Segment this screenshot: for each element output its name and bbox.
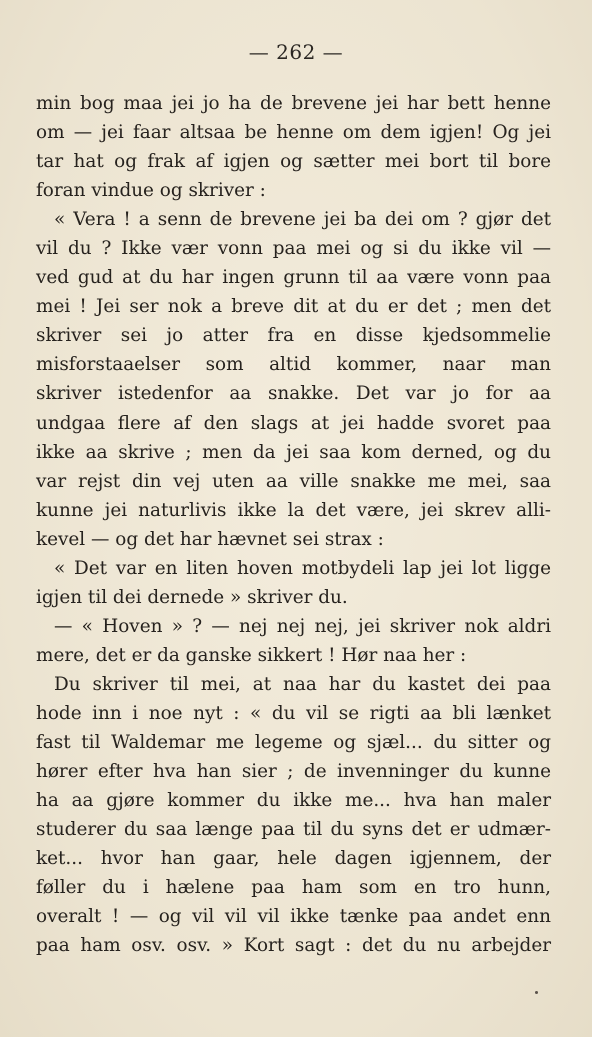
text-line: misforstaaelser som altid kommer, naar man xyxy=(36,354,551,376)
body-text xyxy=(36,89,551,960)
text-line: undgaa flere af den slags at jei hadde svoret paa xyxy=(36,412,551,434)
text-line: hører efter hva han sier ; de invenninger du kunne xyxy=(36,761,551,783)
text-line: mei ! Jei ser nok a breve dit at du er det ; men det xyxy=(36,296,551,318)
page-number: — 262 — xyxy=(248,40,344,64)
text-line: ikke aa skrive ; men da jei saa kom derned, og du xyxy=(36,441,551,463)
text-line: fast til Waldemar me legeme og sjæl... du sitter og xyxy=(36,732,551,754)
text-line: igjen til dei dernede » skriver du. xyxy=(36,586,348,608)
text-line: overalt ! — og vil vil vil ikke tænke paa andet enn xyxy=(36,906,551,928)
text-line: studerer du saa længe paa til du syns det er udmær- xyxy=(36,819,551,841)
text-line: føller du i hælene paa ham som en tro hunn, xyxy=(36,877,551,899)
text-line: « Vera ! a senn de brevene jei ba dei om ? gjør det xyxy=(54,209,551,231)
text-line: skriver sei jo atter fra en disse kjedsommelie xyxy=(36,325,551,347)
text-line: hode inn i noe nyt : « du vil se rigti aa bli lænket xyxy=(36,702,551,724)
text-line: var rejst din vej uten aa ville snakke me mei, saa xyxy=(36,470,551,492)
text-line: ved gud at du har ingen grunn til aa være vonn paa xyxy=(36,267,551,289)
text-line: ha aa gjøre kommer du ikke me... hva han maler xyxy=(36,790,551,812)
text-line: min bog maa jei jo ha de brevene jei har bett henne xyxy=(36,93,551,114)
text-line: vil du ? Ikke vær vonn paa mei og si du ikke vil — xyxy=(36,238,551,260)
text-line: kevel — og det har hævnet sei strax : xyxy=(36,528,384,550)
paper-speck xyxy=(535,991,538,994)
text-line: om — jei faar altsaa be henne om dem igjen! Og jei xyxy=(36,122,551,144)
text-line: foran vindue og skriver : xyxy=(36,180,266,202)
text-line: Du skriver til mei, at naa har du kastet dei paa xyxy=(54,673,551,695)
text-line: skriver istedenfor aa snakke. Det var jo for aa xyxy=(36,383,551,405)
text-line: — « Hoven » ? — nej nej nej, jei skriver nok aldri xyxy=(54,615,551,637)
text-line: kunne jei naturlivis ikke la det være, jei skrev alli- xyxy=(36,499,551,521)
text-line: mere, det er da ganske sikkert ! Hør naa her : xyxy=(36,644,467,666)
text-line: paa ham osv. osv. » Kort sagt : det du nu arbejder xyxy=(36,935,551,957)
text-line: ket... hvor han gaar, hele dagen igjennem, der xyxy=(36,848,551,870)
text-line: « Det var en liten hoven motbydeli lap jei lot ligge xyxy=(54,557,551,579)
text-line: tar hat og frak af igjen og sætter mei bort til bore xyxy=(36,151,551,173)
